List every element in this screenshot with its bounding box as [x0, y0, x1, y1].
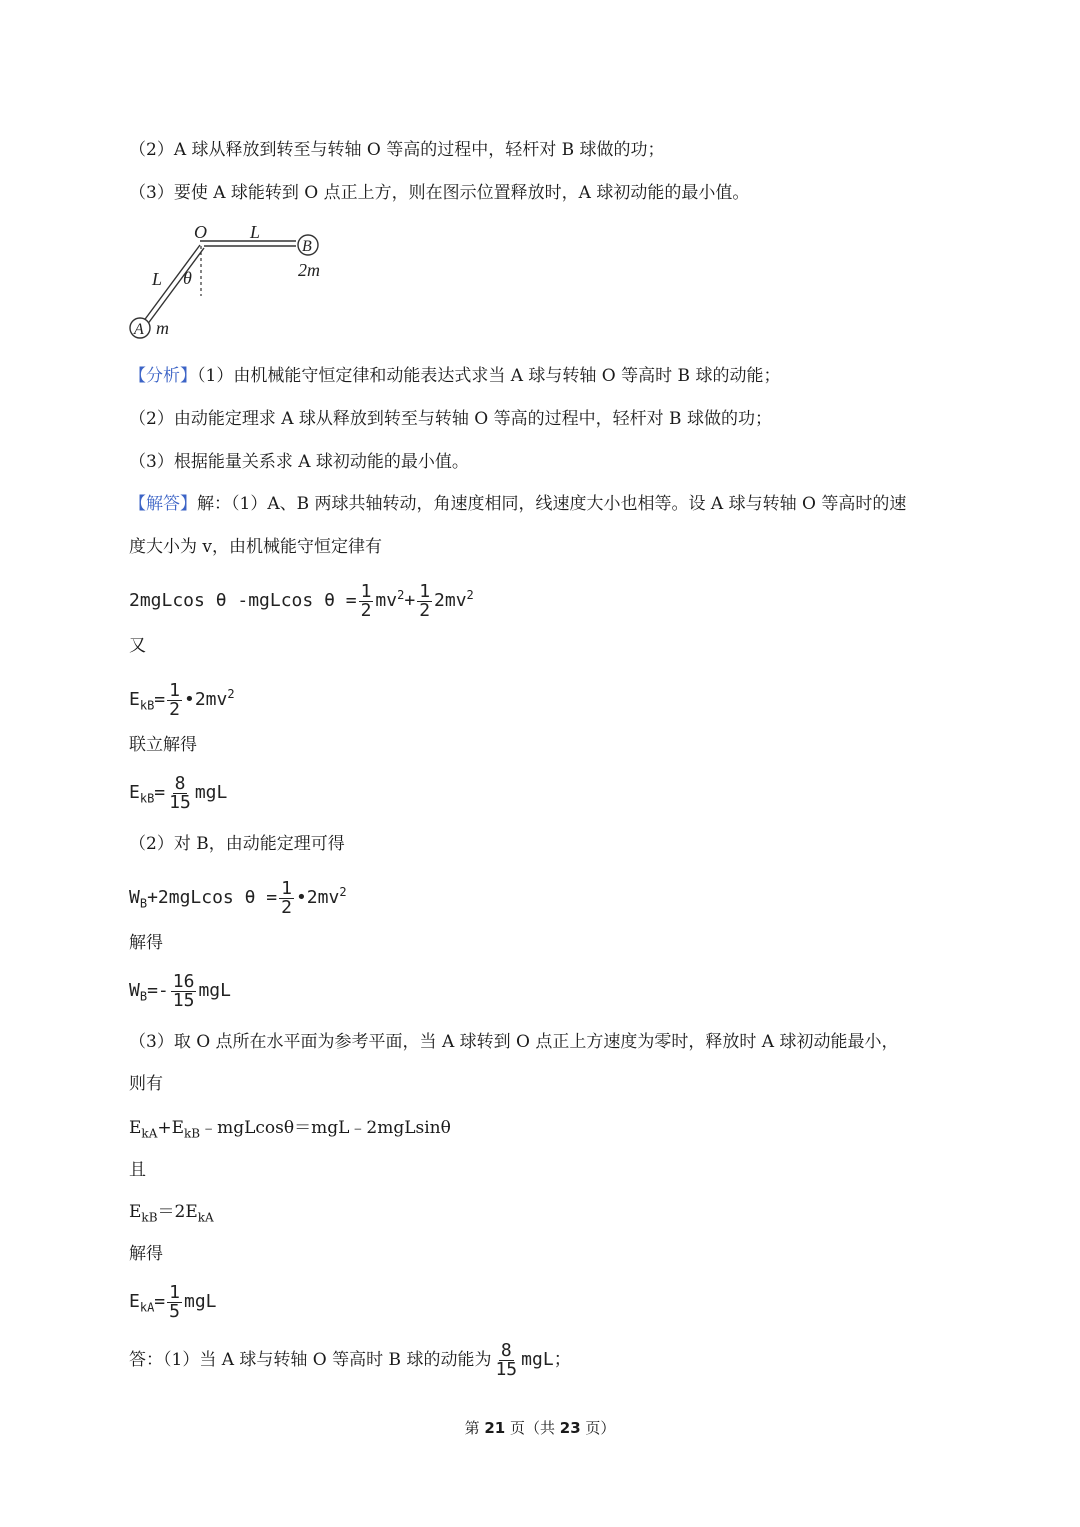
solution-line-1 — [129, 492, 906, 516]
eq3-fraction: $\frac{8}{15}$ — [169, 772, 191, 813]
page-number: 21 — [484, 1419, 506, 1437]
label-m: m — [156, 318, 169, 338]
label-2m: 2m — [298, 260, 320, 280]
question-2: （2）A 球从释放到转至与转轴 O 等高的过程中，轻杆对 B 球做的功； — [129, 140, 665, 160]
eq1-fraction-2: $\frac{1}{2}$ — [419, 580, 431, 621]
equation-8: $E_{kA}=$ $\frac{1}{5}$ mgL — [129, 1281, 217, 1322]
answer-line: 答：（1）当 A 球与转轴 O 等高时 B 球的动能为 $\frac{8}{15}$ mgL； — [129, 1340, 572, 1380]
label-o: O — [194, 222, 207, 242]
eq1-fraction-1: $\frac{1}{2}$ — [360, 580, 372, 621]
eq8-fraction: $\frac{1}{5}$ — [169, 1281, 180, 1322]
label-theta: θ — [183, 268, 192, 288]
part-3-line-2: 则有 — [129, 1074, 163, 1094]
analysis-line-3: （3）根据能量关系求 A 球初动能的最小值。 — [129, 452, 469, 472]
equation-2: $E_{kB}=$ $\frac{1}{2}$ $•2mv^2$ — [129, 679, 235, 720]
equation-3: $E_{kB}=$ $\frac{8}{15}$ mgL — [129, 772, 228, 813]
label-l-left: L — [152, 269, 163, 289]
label-b: B — [302, 238, 312, 255]
solution-tag: 【解答】 — [129, 494, 197, 514]
rod-diagram — [120, 218, 360, 346]
label-l-top: L — [250, 222, 261, 242]
answer-fraction: $\frac{8}{15}$ — [495, 1340, 518, 1380]
text-jiede-1: 解得 — [129, 933, 163, 953]
analysis-tag: 【分析】 — [129, 366, 197, 386]
label-a: A — [134, 321, 144, 338]
page-footer: 第 21 页（共 23 页） — [464, 1419, 616, 1437]
equation-1: 2mgLcos θ -mgLcos θ = $\frac{1}{2}$ $mv^2+$ $\frac{1}{2}$ $2mv^2$ — [129, 580, 474, 621]
equation-4: $W_B+2mgLcos$ θ = $\frac{1}{2}$ $•2mv^2$ — [129, 877, 347, 918]
part-3-line-1: （3）取 O 点所在水平面为参考平面，当 A 球转到 O 点正上方速度为零时，释放时 A 球初动能最小， — [129, 1032, 899, 1052]
question-3: （3）要使 A 球能转到 O 点正上方，则在图示位置释放时，A 球初动能的最小值。 — [129, 183, 750, 203]
eq5-fraction: $\frac{16}{15}$ — [172, 970, 195, 1011]
equation-7: $E_{kB}=2E_{kA}$ — [129, 1202, 214, 1225]
text-jiede-2: 解得 — [129, 1244, 163, 1264]
analysis-line-1 — [129, 364, 780, 388]
part-2-intro: （2）对 B，由动能定理可得 — [129, 834, 345, 854]
eq4-fraction: $\frac{1}{2}$ — [281, 877, 292, 918]
equation-5: $W_B=-$ $\frac{16}{15}$ mgL — [129, 970, 231, 1011]
eq2-fraction: $\frac{1}{2}$ — [169, 679, 180, 720]
equation-6: $E_{kA}+E_{kB}﹣mgLcos\theta=mgL﹣2mgLsin\theta$ — [129, 1118, 451, 1141]
total-pages: 23 — [559, 1419, 581, 1437]
solution-text-1: 解：（1）A、B 两球共轴转动，角速度相同，线速度大小也相等。设 A 球与转轴 O 等高时的速 — [197, 494, 907, 514]
solution-line-2: 度大小为 v，由机械能守恒定律有 — [129, 537, 383, 557]
text-qie: 且 — [129, 1160, 146, 1180]
text-lianli: 联立解得 — [129, 735, 197, 755]
analysis-text-1: （1）由机械能守恒定律和动能表达式求当 A 球与转轴 O 等高时 B 球的动能； — [197, 366, 781, 386]
analysis-line-2: （2）由动能定理求 A 球从释放到转至与转轴 O 等高的过程中，轻杆对 B 球做的功； — [129, 409, 772, 429]
text-you: 又 — [129, 636, 146, 656]
eq1-left: 2mgLcos θ -mgLcos θ = — [129, 590, 357, 611]
